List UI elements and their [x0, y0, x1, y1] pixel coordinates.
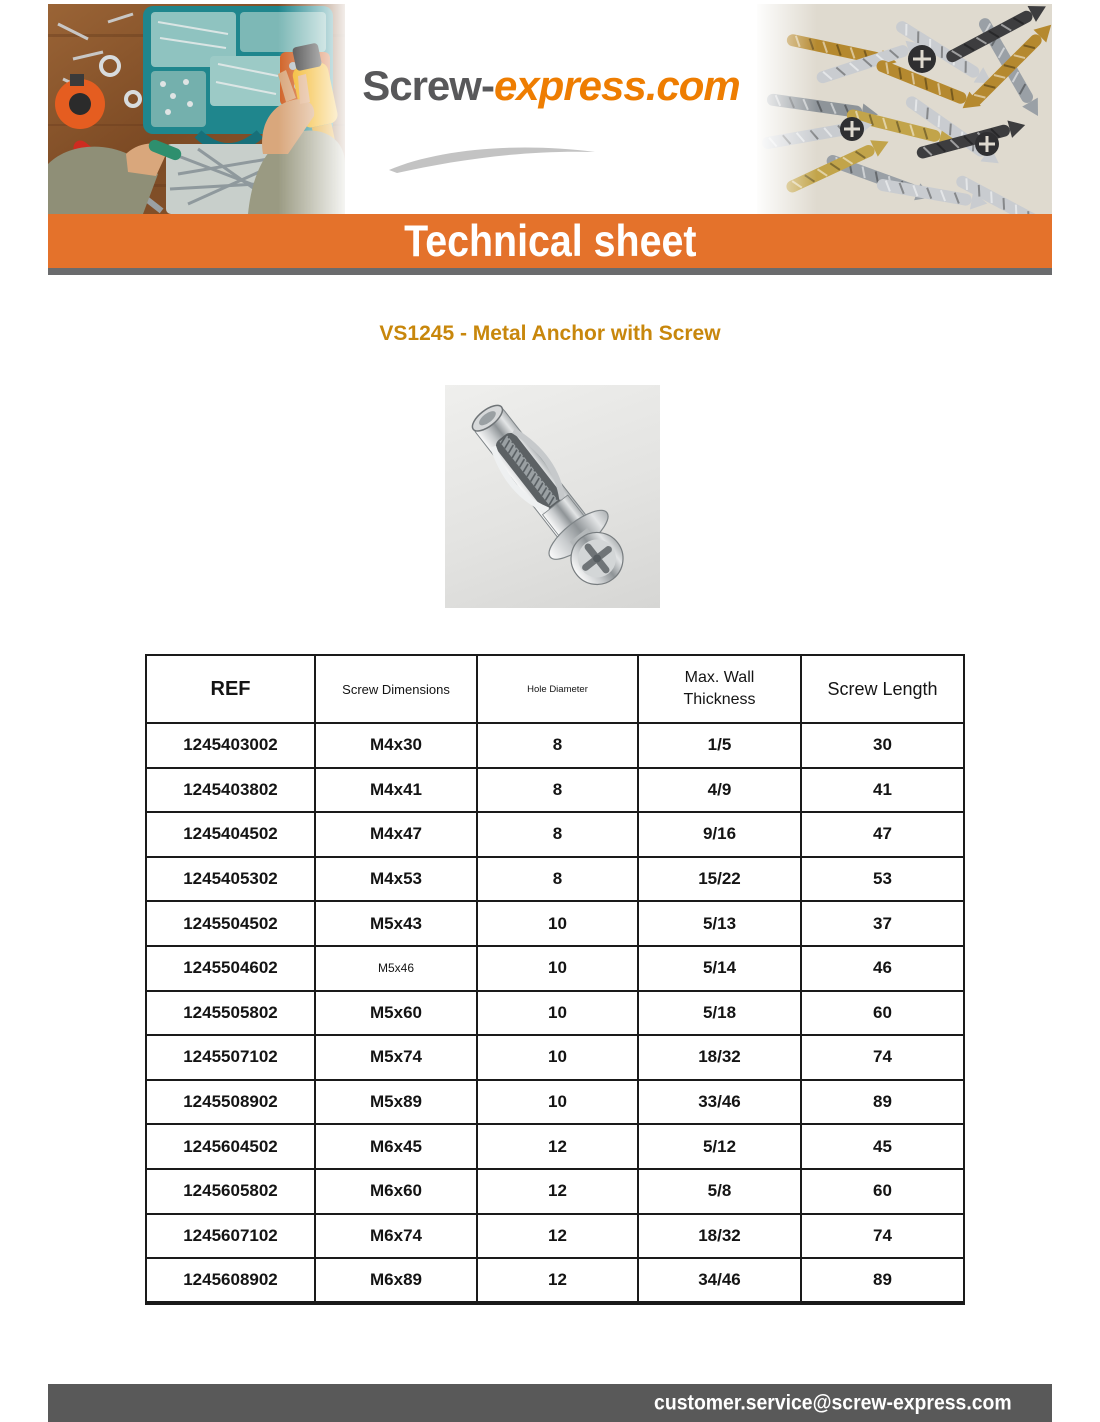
table-cell: M6x89	[315, 1258, 477, 1303]
workbench-photo-art	[48, 4, 345, 214]
table-cell: 1245504502	[146, 901, 315, 946]
table-cell: 12	[477, 1258, 638, 1303]
table-cell: 1245504602	[146, 946, 315, 991]
logo-part-gray: Screw-	[362, 62, 494, 109]
table-cell: 5/18	[638, 991, 801, 1036]
table-cell: 45	[801, 1124, 964, 1169]
table-header-row	[146, 655, 964, 723]
table-row	[146, 812, 964, 857]
table-cell: M4x53	[315, 857, 477, 902]
table-cell: 1245507102	[146, 1035, 315, 1080]
table-cell: 10	[477, 1080, 638, 1125]
table-cell: M6x60	[315, 1169, 477, 1214]
footer-email: customer.service@screw-express.com	[654, 1390, 1012, 1415]
table-cell: 30	[801, 723, 964, 768]
table-cell: 1245404502	[146, 812, 315, 857]
table-cell: 5/14	[638, 946, 801, 991]
spec-table-body	[146, 723, 964, 1303]
table-cell: 18/32	[638, 1214, 801, 1259]
column-header-hole-diameter: Hole Diameter	[477, 655, 638, 723]
table-cell: M6x74	[315, 1214, 477, 1259]
table-cell: M5x74	[315, 1035, 477, 1080]
table-cell: M4x41	[315, 768, 477, 813]
column-header-ref: REF	[146, 655, 315, 723]
table-cell: 1245605802	[146, 1169, 315, 1214]
screws-pile-photo-art	[757, 4, 1052, 214]
table-cell: M5x46	[315, 946, 477, 991]
workbench-photo	[48, 4, 345, 214]
table-cell: 46	[801, 946, 964, 991]
table-cell: 5/13	[638, 901, 801, 946]
table-cell: 12	[477, 1124, 638, 1169]
table-cell: 1245505802	[146, 991, 315, 1036]
table-cell: 89	[801, 1080, 964, 1125]
table-row	[146, 991, 964, 1036]
table-row	[146, 1035, 964, 1080]
table-row	[146, 1169, 964, 1214]
table-row	[146, 901, 964, 946]
table-cell: 1245608902	[146, 1258, 315, 1303]
table-cell: M4x47	[315, 812, 477, 857]
table-cell: 10	[477, 901, 638, 946]
table-cell: M5x89	[315, 1080, 477, 1125]
table-cell: 5/8	[638, 1169, 801, 1214]
table-cell: 1245604502	[146, 1124, 315, 1169]
table-cell: 1245405302	[146, 857, 315, 902]
table-cell: 1245403802	[146, 768, 315, 813]
table-cell: 5/12	[638, 1124, 801, 1169]
table-cell: M6x45	[315, 1124, 477, 1169]
table-row	[146, 1214, 964, 1259]
table-cell: 34/46	[638, 1258, 801, 1303]
table-row	[146, 946, 964, 991]
table-row	[146, 857, 964, 902]
column-header-screw-length: Screw Length	[801, 655, 964, 723]
table-cell: 1245607102	[146, 1214, 315, 1259]
table-cell: M4x30	[315, 723, 477, 768]
table-cell: 10	[477, 946, 638, 991]
table-cell: 33/46	[638, 1080, 801, 1125]
table-cell: 4/9	[638, 768, 801, 813]
logo-part-orange: express.com	[493, 62, 740, 109]
logo-swoosh	[383, 140, 603, 174]
table-cell: 37	[801, 901, 964, 946]
banner-rule	[48, 268, 1052, 275]
table-cell: 12	[477, 1169, 638, 1214]
table-cell: 8	[477, 857, 638, 902]
table-cell: 89	[801, 1258, 964, 1303]
table-cell: 8	[477, 768, 638, 813]
table-cell: 18/32	[638, 1035, 801, 1080]
banner-title: Technical sheet	[403, 215, 697, 266]
table-cell: 8	[477, 812, 638, 857]
table-cell: 53	[801, 857, 964, 902]
metal-anchor-product-image	[445, 385, 660, 608]
table-cell: 74	[801, 1035, 964, 1080]
product-title: VS1245 - Metal Anchor with Screw	[379, 322, 721, 345]
table-row	[146, 1258, 964, 1303]
table-cell: M5x43	[315, 901, 477, 946]
table-row	[146, 1124, 964, 1169]
column-header-max-wall-thickness: Max. Wall Thickness	[638, 655, 801, 723]
logo-text	[345, 62, 757, 110]
table-cell: 60	[801, 991, 964, 1036]
table-cell: 74	[801, 1214, 964, 1259]
table-cell: M5x60	[315, 991, 477, 1036]
logo	[345, 62, 757, 192]
table-cell: 10	[477, 991, 638, 1036]
spec-table	[145, 654, 965, 1305]
screws-pile-photo	[757, 4, 1052, 214]
footer-bar	[48, 1384, 1052, 1422]
table-cell: 1245508902	[146, 1080, 315, 1125]
column-header-screw-dimensions: Screw Dimensions	[315, 655, 477, 723]
table-row	[146, 768, 964, 813]
table-cell: 60	[801, 1169, 964, 1214]
table-cell: 1/5	[638, 723, 801, 768]
metal-anchor-art	[445, 385, 660, 608]
table-cell: 9/16	[638, 812, 801, 857]
table-cell: 15/22	[638, 857, 801, 902]
table-row	[146, 1080, 964, 1125]
table-cell: 47	[801, 812, 964, 857]
table-cell: 8	[477, 723, 638, 768]
table-cell: 1245403002	[146, 723, 315, 768]
table-cell: 10	[477, 1035, 638, 1080]
table-cell: 41	[801, 768, 964, 813]
table-row	[146, 723, 964, 768]
technical-sheet-banner	[48, 214, 1052, 268]
table-cell: 12	[477, 1214, 638, 1259]
